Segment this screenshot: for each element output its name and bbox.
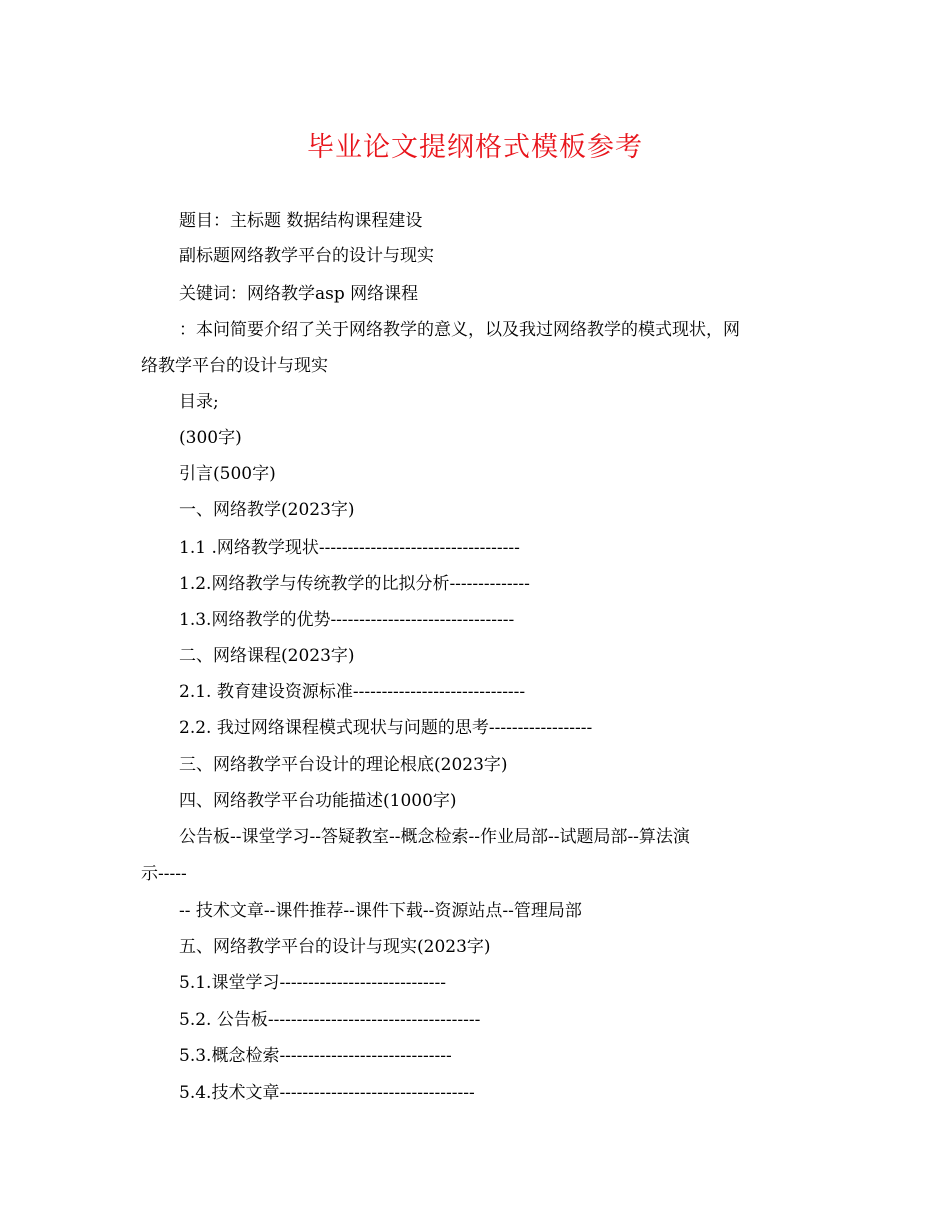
toc-line: 2.2. 我过网络课程模式现状与问题的思考------------------	[179, 718, 593, 738]
abstract-line-2: 络教学平台的设计与现实	[141, 356, 328, 376]
feature-list-line-2: 示-----	[141, 864, 187, 884]
subtitle-line: 副标题网络教学平台的设计与现实	[179, 246, 434, 266]
feature-list-line-3: -- 技术文章--课件推荐--课件下载--资源站点--管理局部	[179, 901, 582, 921]
keywords-line: 关键词：网络教学asp 网络课程	[179, 284, 419, 304]
toc-line: 5.1.课堂学习-----------------------------	[179, 973, 447, 993]
toc-line: 1.1 .网络教学现状-----------------------------------	[179, 538, 520, 558]
thesis-title-line: 题目：主标题 数据结构课程建设	[179, 211, 423, 231]
toc-line: 1.3.网络教学的优势--------------------------------	[179, 610, 515, 630]
toc-line: (300字)	[179, 428, 242, 448]
toc-line: 三、网络教学平台设计的理论根底(2023字)	[179, 755, 508, 775]
toc-heading: 目录;	[179, 392, 219, 412]
abstract-line-1: ：本问简要介绍了关于网络教学的意义，以及我过网络教学的模式现状，网	[179, 320, 740, 340]
toc-line: 1.2.网络教学与传统教学的比拟分析--------------	[179, 574, 530, 594]
toc-line: 一、网络教学(2023字)	[179, 500, 355, 520]
toc-line: 四、网络教学平台功能描述(1000字)	[179, 791, 457, 811]
toc-line: 5.3.概念检索------------------------------	[179, 1046, 452, 1066]
toc-line: 五、网络教学平台的设计与现实(2023字)	[179, 937, 491, 957]
toc-line: 二、网络课程(2023字)	[179, 646, 355, 666]
toc-line: 2.1. 教育建设资源标准------------------------------	[179, 682, 526, 702]
document-title: 毕业论文提纲格式模板参考	[307, 132, 643, 163]
toc-line: 5.4.技术文章----------------------------------	[179, 1083, 475, 1103]
feature-list-line-1: 公告板--课堂学习--答疑教室--概念检索--作业局部--试题局部--算法演	[179, 827, 690, 847]
toc-line: 引言(500字)	[179, 464, 276, 484]
toc-line: 5.2. 公告板-------------------------------------	[179, 1010, 481, 1030]
